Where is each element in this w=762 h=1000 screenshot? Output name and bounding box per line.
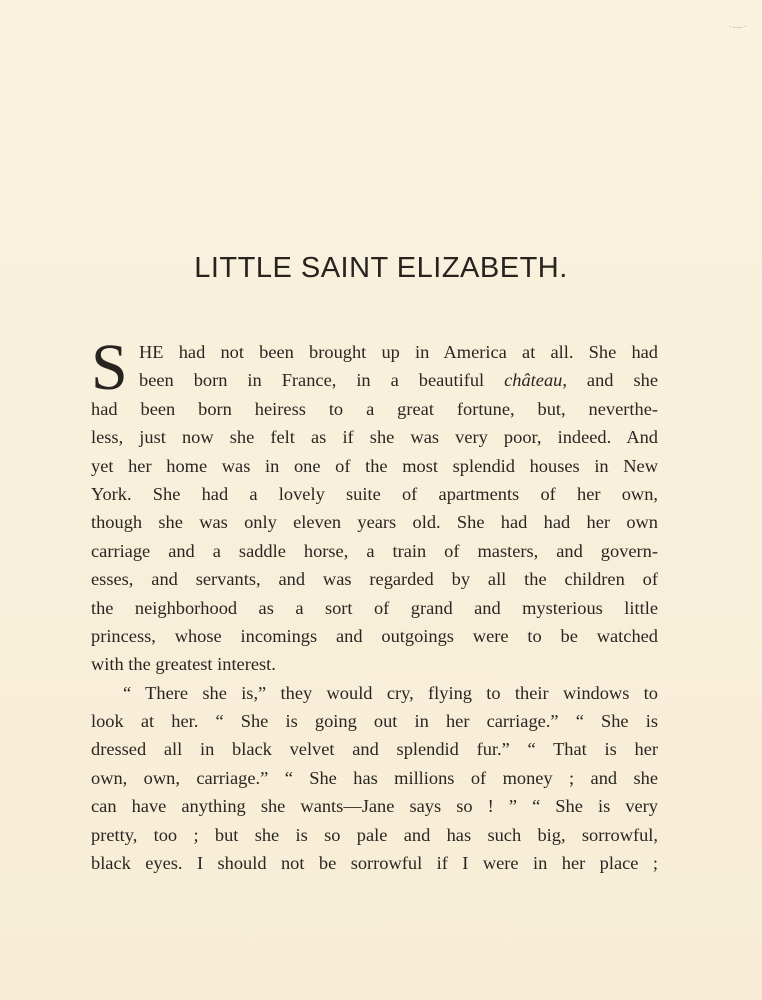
text-line: pretty, too ; but she is so pale and has such big, sorrowful, xyxy=(91,824,658,845)
text-line: princess, whose incomings and outgoings were to be watched xyxy=(91,625,658,646)
body-text xyxy=(91,331,658,877)
text-line: “ There she is,” they would cry, flying to their windows to xyxy=(123,682,658,703)
text-line: look at her. “ She is going out in her carriage.” “ She is xyxy=(91,711,658,732)
drop-cap: S xyxy=(91,331,128,404)
text-line: yet her home was in one of the most splendid houses in New xyxy=(91,455,658,476)
italic-word: château xyxy=(504,370,563,391)
text-line: had been born heiress to a great fortune, but, neverthe- xyxy=(91,398,658,419)
text-line: with the greatest interest. xyxy=(91,654,276,675)
text-line: own, own, carriage.” “ She has millions of money ; and she xyxy=(91,767,658,788)
text-line: esses, and servants, and was regarded by all the children of xyxy=(91,569,658,590)
text-line: can have anything she wants—Jane says so ! ” “ She is very xyxy=(91,796,658,817)
text-line: though she was only eleven years old. She had had her own xyxy=(91,512,658,533)
corner-mark: ·—· xyxy=(728,22,748,33)
text-line: been born in France, in a beautiful château, and she xyxy=(139,370,658,391)
text-line: black eyes. I should not be sorrowful if I were in her place ; xyxy=(91,853,658,874)
text-line: carriage and a saddle horse, a train of masters, and govern- xyxy=(91,540,658,561)
text-line: HE had not been brought up in America at all. She had xyxy=(139,342,658,362)
text-line: York. She had a lovely suite of apartments of her own, xyxy=(91,483,658,504)
text-line: dressed all in black velvet and splendid fur.” “ That is her xyxy=(91,739,658,760)
text-line: less, just now she felt as if she was very poor, indeed. And xyxy=(91,427,658,448)
chapter-title: LITTLE SAINT ELIZABETH. xyxy=(194,252,568,284)
text-line: the neighborhood as a sort of grand and mysterious little xyxy=(91,597,658,618)
